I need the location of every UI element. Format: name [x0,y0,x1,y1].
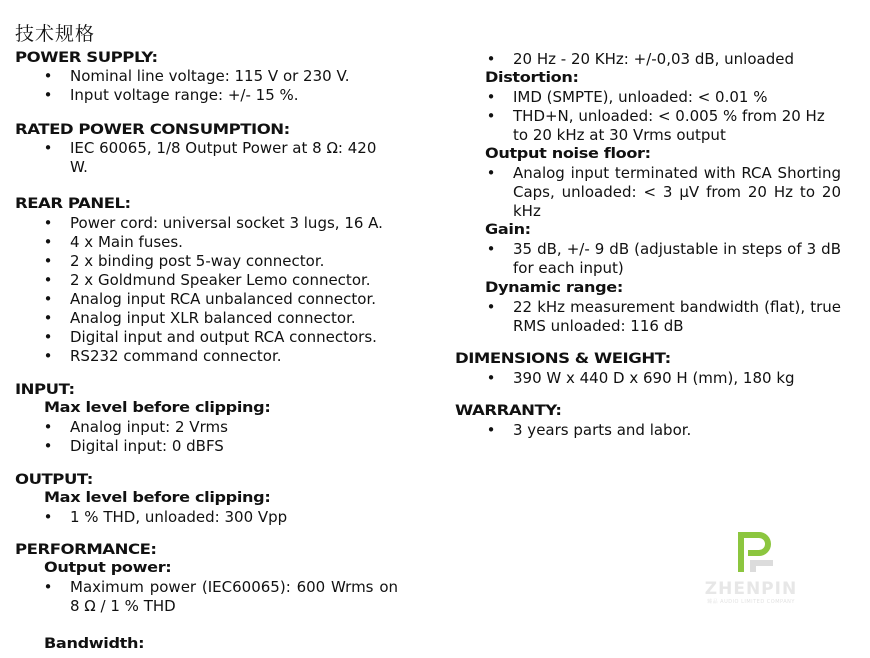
bullet-icon: • [43,252,53,270]
rated-power-heading: RATED POWER CONSUMPTION: [15,122,290,138]
list-item: • THD+N, unloaded: < 0.005 % from 20 Hz to 20 kHz at 30 Vrms output [483,107,853,145]
dimensions-heading: DIMENSIONS & WEIGHT: [455,351,671,367]
logo-tagline: 臻品 AUDIO LIMITED COMPANY [707,599,795,605]
list-item: • Analog input terminated with RCA Shorting Caps, unloaded: < 3 μV from 20 Hz to 20 kHz [483,164,853,221]
bullet-icon: • [43,508,53,526]
bullet-icon: • [43,139,53,157]
noise-floor-subheading: Output noise floor: [485,146,651,162]
input-subheading: Max level before clipping: [44,400,271,416]
performance-heading: PERFORMANCE: [15,542,157,558]
output-heading: OUTPUT: [15,472,93,488]
list-item: • Maximum power (IEC60065): 600 Wrms on 8 Ω / 1 % THD [40,578,420,616]
zhenpin-logo-icon [735,530,775,574]
bullet-icon: • [486,240,496,258]
page-title: 技术规格 [15,23,96,45]
rear-panel-heading: REAR PANEL: [15,196,131,212]
bullet-icon: • [486,50,496,68]
output-power-subheading: Output power: [44,560,172,576]
gain-subheading: Gain: [485,222,531,238]
bullet-icon: • [43,233,53,251]
bullet-icon: • [486,298,496,316]
distortion-subheading: Distortion: [485,70,579,86]
bullet-icon: • [486,164,496,182]
bullet-icon: • [43,290,53,308]
bullet-icon: • [43,86,53,104]
bullet-icon: • [43,437,53,455]
bullet-icon: • [43,67,53,85]
input-heading: INPUT: [15,382,75,398]
dynamic-range-subheading: Dynamic range: [485,280,623,296]
bandwidth-subheading: Bandwidth: [44,636,145,652]
bullet-icon: • [486,421,496,439]
list-item: • 22 kHz measurement bandwidth (flat), true RMS unloaded: 116 dB [483,298,853,336]
bullet-icon: • [43,347,53,365]
bullet-icon: • [43,418,53,436]
bullet-icon: • [43,578,53,596]
bullet-icon: • [43,214,53,232]
warranty-heading: WARRANTY: [455,403,562,419]
bullet-icon: • [486,369,496,387]
logo-wordmark: ZHENPIN [704,579,798,599]
bullet-icon: • [486,88,496,106]
power-supply-heading: POWER SUPPLY: [15,50,158,66]
bullet-icon: • [486,107,496,125]
bullet-icon: • [43,271,53,289]
bullet-icon: • [43,328,53,346]
output-subheading: Max level before clipping: [44,490,271,506]
zhenpin-logo [694,528,808,608]
list-item: • IEC 60065, 1/8 Output Power at 8 Ω: 420 W. [40,139,420,177]
bullet-icon: • [43,309,53,327]
list-item: • 35 dB, +/- 9 dB (adjustable in steps of 3 dB for each input) [483,240,853,278]
